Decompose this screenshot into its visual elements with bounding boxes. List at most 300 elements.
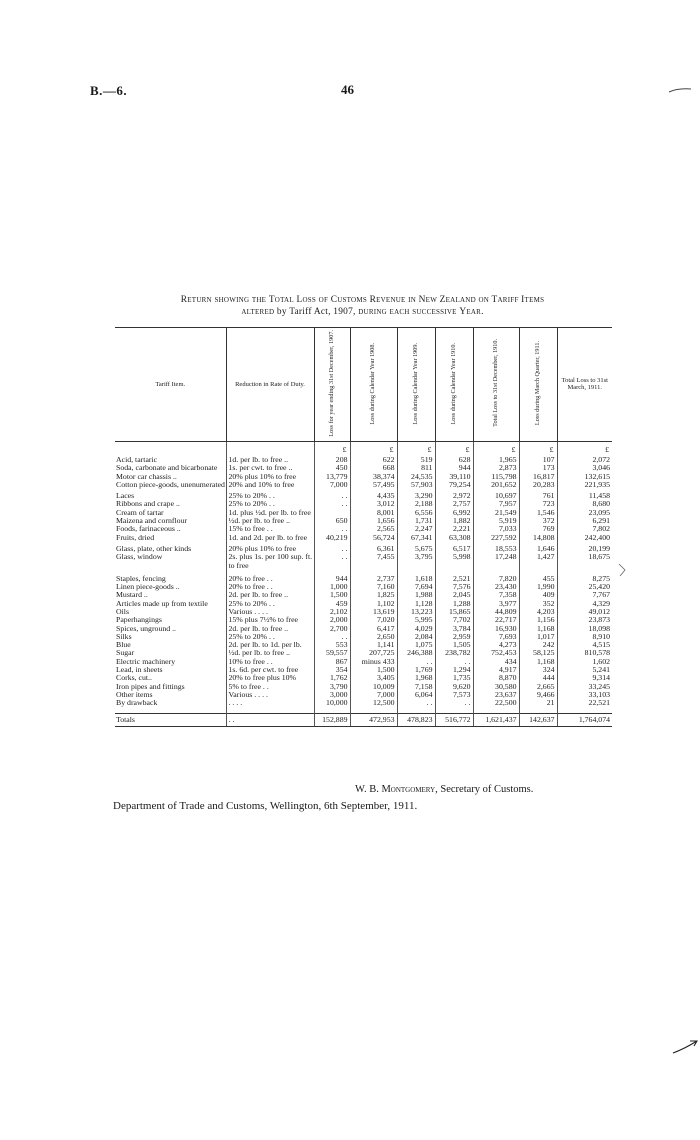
loss-1910: 1,294 bbox=[435, 666, 473, 674]
loss-1910: 2,045 bbox=[435, 591, 473, 599]
table-row bbox=[115, 545, 612, 553]
table-row bbox=[115, 517, 612, 525]
loss-1907: . . bbox=[314, 492, 350, 500]
loss-1910: 7,702 bbox=[435, 616, 473, 624]
loss-1908: 1,656 bbox=[350, 517, 397, 525]
unit-c7: £ bbox=[557, 441, 612, 456]
total-loss-1911: 23,873 bbox=[557, 616, 612, 624]
total-loss-1911: 2,072 bbox=[557, 456, 612, 464]
table-body bbox=[115, 441, 612, 726]
rate-cell: 10% to free . . bbox=[226, 658, 314, 666]
table-row bbox=[115, 641, 612, 649]
loss-1907: 2,700 bbox=[314, 625, 350, 633]
loss-1908: 13,619 bbox=[350, 608, 397, 616]
total-loss-1911: 4,329 bbox=[557, 600, 612, 608]
totals-rate: . . bbox=[226, 713, 314, 726]
table-row bbox=[115, 456, 612, 464]
signature bbox=[355, 784, 533, 795]
pencil-tick-icon bbox=[617, 562, 627, 578]
total-loss-1910: 23,430 bbox=[473, 583, 519, 591]
loss-1909: 5,675 bbox=[397, 545, 435, 553]
total-loss-1910: 1,965 bbox=[473, 456, 519, 464]
loss-1908: 3,012 bbox=[350, 500, 397, 508]
col-header-1907-text: Loss for year ending 31st December, 1907. bbox=[327, 330, 335, 437]
loss-1910: 2,521 bbox=[435, 575, 473, 583]
loss-1908: 2,650 bbox=[350, 633, 397, 641]
rate-cell: 2d. per lb. to free .. bbox=[226, 591, 314, 599]
table-row bbox=[115, 699, 612, 707]
loss-1910: 2,757 bbox=[435, 500, 473, 508]
rate-cell: 20% plus 10% to free bbox=[226, 473, 314, 481]
table-row bbox=[115, 600, 612, 608]
table-row bbox=[115, 674, 612, 682]
loss-march-1911: 1,168 bbox=[519, 658, 557, 666]
item-cell: Fruits, dried bbox=[116, 533, 155, 542]
item-cell: By drawback bbox=[116, 699, 158, 708]
loss-1908: minus 433 bbox=[350, 658, 397, 666]
rate-cell: 25% to 20% . . bbox=[226, 600, 314, 608]
total-loss-1911: 33,103 bbox=[557, 691, 612, 699]
loss-march-1911: 242 bbox=[519, 641, 557, 649]
item-cell: Sugar bbox=[116, 649, 135, 658]
rate-cell: 20% to free plus 10% bbox=[226, 674, 314, 682]
total-loss-1910: 7,033 bbox=[473, 525, 519, 533]
table-row bbox=[115, 583, 612, 591]
rate-cell: 15% to free . . bbox=[226, 525, 314, 533]
unit-c3: £ bbox=[397, 441, 435, 456]
table-row bbox=[115, 691, 612, 699]
table-row bbox=[115, 625, 612, 633]
rate-cell: 1d. per lb. to free .. bbox=[226, 456, 314, 464]
col-header-rate: Reduction in Rate of Duty. bbox=[226, 328, 314, 442]
title-word-year: Year. bbox=[459, 307, 484, 317]
total-loss-1911: 132,615 bbox=[557, 473, 612, 481]
loss-march-1911: 173 bbox=[519, 464, 557, 472]
title-word-showing: showing the bbox=[214, 295, 267, 305]
table-title bbox=[100, 294, 625, 318]
total-loss-1911: 8,910 bbox=[557, 633, 612, 641]
rate-cell: Various . . . . bbox=[226, 691, 314, 699]
loss-1909: 24,535 bbox=[397, 473, 435, 481]
totals-total-1911: 1,764,074 bbox=[557, 713, 612, 726]
loss-1910: 1,882 bbox=[435, 517, 473, 525]
total-loss-1911: 810,578 bbox=[557, 649, 612, 657]
rate-cell: 1s. 6d. per cwt. to free bbox=[226, 666, 314, 674]
loss-1907: 459 bbox=[314, 600, 350, 608]
loss-1910: 7,576 bbox=[435, 583, 473, 591]
item-cell: Mustard .. bbox=[116, 591, 148, 600]
loss-1908: 1,500 bbox=[350, 666, 397, 674]
title-word-altered: altered bbox=[241, 307, 275, 317]
table-row bbox=[115, 464, 612, 472]
rate-cell: . . . . bbox=[226, 699, 314, 707]
table-row bbox=[115, 575, 612, 583]
loss-1910: 79,254 bbox=[435, 481, 473, 489]
title-word-of: of bbox=[318, 295, 329, 305]
title-word-revenue: Revenue in New Zealand on Tariff Items bbox=[369, 295, 545, 305]
total-loss-1910: 21,549 bbox=[473, 509, 519, 517]
loss-1908: 1,102 bbox=[350, 600, 397, 608]
totals-label: Totals bbox=[115, 713, 226, 726]
unit-c4: £ bbox=[435, 441, 473, 456]
item-cell: Glass, plate, other kinds bbox=[116, 544, 192, 553]
table-row bbox=[115, 525, 612, 533]
loss-1909: 6,556 bbox=[397, 509, 435, 517]
totals-1909: 478,823 bbox=[397, 713, 435, 726]
loss-1907: . . bbox=[314, 545, 350, 553]
pencil-mark-icon-bottom bbox=[672, 1037, 698, 1057]
total-loss-1910: 7,957 bbox=[473, 500, 519, 508]
table-row bbox=[115, 500, 612, 508]
loss-1907: 1,000 bbox=[314, 583, 350, 591]
loss-1908: 7,000 bbox=[350, 691, 397, 699]
loss-1907: . . bbox=[314, 500, 350, 508]
col-header-total-1911: Total Loss to 31st March, 1911. bbox=[557, 328, 612, 442]
loss-1908: 7,455 bbox=[350, 553, 397, 570]
total-loss-1910: 17,248 bbox=[473, 553, 519, 570]
loss-march-1911: 21 bbox=[519, 699, 557, 707]
loss-1908: 6,417 bbox=[350, 625, 397, 633]
loss-march-1911: 1,156 bbox=[519, 616, 557, 624]
col-header-march-1911 bbox=[519, 328, 557, 442]
total-loss-1910: 30,580 bbox=[473, 683, 519, 691]
loss-1908: 622 bbox=[350, 456, 397, 464]
loss-1907: 1,762 bbox=[314, 674, 350, 682]
loss-1909: 2,247 bbox=[397, 525, 435, 533]
table-row bbox=[115, 553, 612, 570]
total-loss-1911: 5,241 bbox=[557, 666, 612, 674]
loss-1908: 207,725 bbox=[350, 649, 397, 657]
loss-march-1911: 16,817 bbox=[519, 473, 557, 481]
loss-1908: 4,435 bbox=[350, 492, 397, 500]
item-cell: Silks bbox=[116, 632, 132, 641]
total-loss-1911: 1,602 bbox=[557, 658, 612, 666]
loss-1910: 9,620 bbox=[435, 683, 473, 691]
loss-1910: 2,959 bbox=[435, 633, 473, 641]
total-loss-1911: 9,314 bbox=[557, 674, 612, 682]
title-word-return: Return bbox=[180, 295, 212, 305]
table-row bbox=[115, 481, 612, 489]
rate-cell: 5% to free . . bbox=[226, 683, 314, 691]
signature-title: Secretary of Customs. bbox=[440, 784, 534, 795]
loss-march-1911: 761 bbox=[519, 492, 557, 500]
total-loss-1910: 18,553 bbox=[473, 545, 519, 553]
loss-1907: 650 bbox=[314, 517, 350, 525]
loss-1907: 1,500 bbox=[314, 591, 350, 599]
loss-march-1911: 1,017 bbox=[519, 633, 557, 641]
loss-march-1911: 2,665 bbox=[519, 683, 557, 691]
rate-cell: 20% plus 10% to free bbox=[226, 545, 314, 553]
rate-cell: 20% and 10% to free bbox=[226, 481, 314, 489]
loss-1909: 1,075 bbox=[397, 641, 435, 649]
total-loss-1911: 49,012 bbox=[557, 608, 612, 616]
loss-1909: 3,795 bbox=[397, 553, 435, 570]
table-row bbox=[115, 658, 612, 666]
total-loss-1910: 115,798 bbox=[473, 473, 519, 481]
item-cell: Other items bbox=[116, 690, 153, 699]
loss-1910: 5,998 bbox=[435, 553, 473, 570]
loss-march-1911: 1,990 bbox=[519, 583, 557, 591]
loss-1907: 450 bbox=[314, 464, 350, 472]
loss-1910: 628 bbox=[435, 456, 473, 464]
loss-1908: 3,405 bbox=[350, 674, 397, 682]
table-row bbox=[115, 633, 612, 641]
loss-1910: 39,110 bbox=[435, 473, 473, 481]
loss-1910: . . bbox=[435, 658, 473, 666]
total-loss-1910: 7,693 bbox=[473, 633, 519, 641]
loss-1909: 7,158 bbox=[397, 683, 435, 691]
total-loss-1911: 242,400 bbox=[557, 534, 612, 542]
item-cell: Motor car chassis .. bbox=[116, 472, 177, 481]
loss-1909: 6,064 bbox=[397, 691, 435, 699]
loss-march-1911: 444 bbox=[519, 674, 557, 682]
loss-1907: 2,102 bbox=[314, 608, 350, 616]
loss-1907: 40,219 bbox=[314, 534, 350, 542]
loss-1908: 2,565 bbox=[350, 525, 397, 533]
totals-1907: 152,889 bbox=[314, 713, 350, 726]
total-loss-1910: 16,930 bbox=[473, 625, 519, 633]
loss-1910: 238,782 bbox=[435, 649, 473, 657]
rate-cell: 20% to free . . bbox=[226, 575, 314, 583]
loss-1910: 2,221 bbox=[435, 525, 473, 533]
loss-1909: 519 bbox=[397, 456, 435, 464]
item-cell: Iron pipes and fittings bbox=[116, 682, 185, 691]
loss-march-1911: 1,168 bbox=[519, 625, 557, 633]
loss-1908: 56,724 bbox=[350, 534, 397, 542]
loss-march-1911: 769 bbox=[519, 525, 557, 533]
loss-1910: 1,288 bbox=[435, 600, 473, 608]
loss-march-1911: 58,125 bbox=[519, 649, 557, 657]
col-header-total-1910-text: Total Loss to 31st December, 1910. bbox=[491, 339, 499, 428]
units-blank bbox=[115, 441, 226, 456]
rate-cell: 2d. per lb. to free .. bbox=[226, 625, 314, 633]
rate-cell: 1s. per cwt. to free .. bbox=[226, 464, 314, 472]
rate-cell: 25% to 20% . . bbox=[226, 633, 314, 641]
title-word-customs: Customs bbox=[330, 295, 367, 305]
total-loss-1910: 3,977 bbox=[473, 600, 519, 608]
total-loss-1910: 5,919 bbox=[473, 517, 519, 525]
item-cell: Paperhangings bbox=[116, 616, 162, 625]
loss-1907: 944 bbox=[314, 575, 350, 583]
total-loss-1911: 221,935 bbox=[557, 481, 612, 489]
loss-1910: 63,308 bbox=[435, 534, 473, 542]
loss-1908: 2,737 bbox=[350, 575, 397, 583]
total-loss-1911: 11,458 bbox=[557, 492, 612, 500]
loss-1907: 13,779 bbox=[314, 473, 350, 481]
page-number: 46 bbox=[341, 82, 354, 97]
loss-1909: 811 bbox=[397, 464, 435, 472]
table-row bbox=[115, 591, 612, 599]
loss-march-1911: 1,427 bbox=[519, 553, 557, 570]
rate-cell: Various . . . . bbox=[226, 608, 314, 616]
item-cell: Maizena and cornflour bbox=[116, 517, 188, 526]
rate-cell: 25% to 20% . . bbox=[226, 492, 314, 500]
loss-1909: 1,968 bbox=[397, 674, 435, 682]
loss-1907: . . bbox=[314, 633, 350, 641]
item-cell: Articles made up from textile bbox=[116, 599, 208, 608]
loss-1908: 668 bbox=[350, 464, 397, 472]
loss-march-1911: 107 bbox=[519, 456, 557, 464]
loss-1907: 7,000 bbox=[314, 481, 350, 489]
loss-1907: 3,000 bbox=[314, 691, 350, 699]
loss-1909: 67,341 bbox=[397, 534, 435, 542]
table-row bbox=[115, 473, 612, 481]
item-cell: Spices, unground .. bbox=[116, 624, 176, 633]
loss-1908: 7,020 bbox=[350, 616, 397, 624]
loss-1910: . . bbox=[435, 699, 473, 707]
total-loss-1911: 8,680 bbox=[557, 500, 612, 508]
loss-1909: 2,084 bbox=[397, 633, 435, 641]
total-loss-1911: 23,095 bbox=[557, 509, 612, 517]
loss-1910: 1,505 bbox=[435, 641, 473, 649]
header-row bbox=[115, 328, 612, 442]
units-row bbox=[115, 441, 612, 456]
loss-1910: 944 bbox=[435, 464, 473, 472]
rate-cell: 1d. plus ½d. per lb. to free bbox=[226, 509, 314, 517]
loss-1908: 10,009 bbox=[350, 683, 397, 691]
total-loss-1911: 25,420 bbox=[557, 583, 612, 591]
loss-1908: 12,500 bbox=[350, 699, 397, 707]
total-loss-1911: 18,098 bbox=[557, 625, 612, 633]
loss-1909: 1,769 bbox=[397, 666, 435, 674]
item-cell: Laces bbox=[116, 492, 135, 501]
loss-1909: . . bbox=[397, 699, 435, 707]
loss-1910: 15,865 bbox=[435, 608, 473, 616]
loss-1907: 553 bbox=[314, 641, 350, 649]
loss-1909: 1,988 bbox=[397, 591, 435, 599]
rate-cell: ½d. per lb. to free .. bbox=[226, 517, 314, 525]
total-loss-1910: 201,652 bbox=[473, 481, 519, 489]
pencil-mark-icon bbox=[668, 86, 692, 96]
signature-name: W. B. Montgomery, bbox=[355, 784, 438, 795]
return-table bbox=[115, 327, 612, 727]
item-cell: Staples, fencing bbox=[116, 574, 166, 583]
loss-march-1911: 20,283 bbox=[519, 481, 557, 489]
unit-c5: £ bbox=[473, 441, 519, 456]
loss-1909: 246,388 bbox=[397, 649, 435, 657]
total-loss-1911: 3,046 bbox=[557, 464, 612, 472]
table-row bbox=[115, 534, 612, 542]
loss-1910: 7,573 bbox=[435, 691, 473, 699]
loss-1908: 6,361 bbox=[350, 545, 397, 553]
loss-1909: 1,128 bbox=[397, 600, 435, 608]
item-cell: Electric machinery bbox=[116, 657, 176, 666]
loss-march-1911: 324 bbox=[519, 666, 557, 674]
loss-1909: 13,223 bbox=[397, 608, 435, 616]
loss-1907: 208 bbox=[314, 456, 350, 464]
rate-cell: 2s. plus 1s. per 100 sup. ft. to free bbox=[226, 553, 314, 570]
total-loss-1911: 20,199 bbox=[557, 545, 612, 553]
loss-1908: 8,001 bbox=[350, 509, 397, 517]
table-row bbox=[115, 492, 612, 500]
title-act: by Tariff Act, 1907, bbox=[276, 307, 356, 317]
loss-1910: 6,992 bbox=[435, 509, 473, 517]
loss-1909: 57,903 bbox=[397, 481, 435, 489]
table-row bbox=[115, 608, 612, 616]
rate-cell: 25% to 20% . . bbox=[226, 500, 314, 508]
department-line: Department of Trade and Customs, Wellington, 6th September, 1911. bbox=[113, 800, 418, 812]
total-loss-1910: 10,697 bbox=[473, 492, 519, 500]
total-loss-1911: 33,245 bbox=[557, 683, 612, 691]
table-row bbox=[115, 509, 612, 517]
loss-1907: 3,790 bbox=[314, 683, 350, 691]
item-cell: Foods, farinaceous .. bbox=[116, 525, 181, 534]
totals-march-1911: 142,637 bbox=[519, 713, 557, 726]
total-loss-1911: 22,521 bbox=[557, 699, 612, 707]
loss-march-1911: 1,546 bbox=[519, 509, 557, 517]
totals-row bbox=[115, 713, 612, 726]
loss-march-1911: 352 bbox=[519, 600, 557, 608]
loss-march-1911: 14,808 bbox=[519, 534, 557, 542]
total-loss-1911: 7,767 bbox=[557, 591, 612, 599]
item-cell: Linen piece-goods .. bbox=[116, 583, 180, 592]
loss-1907: . . bbox=[314, 553, 350, 570]
loss-1910: 3,784 bbox=[435, 625, 473, 633]
col-header-march-1911-text: Loss during March Quarter, 1911. bbox=[533, 341, 541, 426]
item-cell: Cream of tartar bbox=[116, 508, 164, 517]
loss-1907: . . bbox=[314, 525, 350, 533]
totals-total-1910: 1,621,437 bbox=[473, 713, 519, 726]
title-word-during: during each successive bbox=[358, 307, 457, 317]
total-loss-1910: 22,717 bbox=[473, 616, 519, 624]
loss-1910: 6,517 bbox=[435, 545, 473, 553]
rate-cell: 1d. and 2d. per lb. to free bbox=[226, 534, 314, 542]
total-loss-1910: 2,873 bbox=[473, 464, 519, 472]
loss-1908: 38,374 bbox=[350, 473, 397, 481]
loss-1909: 5,995 bbox=[397, 616, 435, 624]
table-row bbox=[115, 649, 612, 657]
rate-cell: 2d. per lb. to 1d. per lb. bbox=[226, 641, 314, 649]
item-cell: Oils bbox=[116, 607, 129, 616]
loss-1909: 2,188 bbox=[397, 500, 435, 508]
loss-march-1911: 372 bbox=[519, 517, 557, 525]
loss-1910: 1,735 bbox=[435, 674, 473, 682]
loss-1909: . . bbox=[397, 658, 435, 666]
col-header-1909 bbox=[397, 328, 435, 442]
total-loss-1911: 7,802 bbox=[557, 525, 612, 533]
page-identifier: B.—6. bbox=[90, 83, 128, 98]
total-loss-1910: 4,917 bbox=[473, 666, 519, 674]
table-row bbox=[115, 683, 612, 691]
loss-1907: 2,000 bbox=[314, 616, 350, 624]
col-header-1908-text: Loss during Calendar Year 1908. bbox=[369, 342, 377, 425]
totals-1910: 516,772 bbox=[435, 713, 473, 726]
loss-1908: 1,141 bbox=[350, 641, 397, 649]
total-loss-1911: 8,275 bbox=[557, 575, 612, 583]
col-header-1908 bbox=[350, 328, 397, 442]
loss-1909: 1,731 bbox=[397, 517, 435, 525]
loss-1908: 7,160 bbox=[350, 583, 397, 591]
total-loss-1910: 7,358 bbox=[473, 591, 519, 599]
loss-1909: 4,029 bbox=[397, 625, 435, 633]
item-cell: Cotton piece-goods, unenumerated bbox=[116, 480, 225, 489]
unit-c1: £ bbox=[314, 441, 350, 456]
loss-march-1911: 409 bbox=[519, 591, 557, 599]
item-cell: Corks, cut.. bbox=[116, 674, 152, 683]
table-row bbox=[115, 666, 612, 674]
rate-cell: ½d. per lb. to free .. bbox=[226, 649, 314, 657]
total-loss-1910: 752,453 bbox=[473, 649, 519, 657]
loss-1907: 867 bbox=[314, 658, 350, 666]
loss-1908: 57,495 bbox=[350, 481, 397, 489]
total-loss-1911: 6,291 bbox=[557, 517, 612, 525]
loss-1907: 10,000 bbox=[314, 699, 350, 707]
col-header-total-1910 bbox=[473, 328, 519, 442]
total-loss-1910: 23,637 bbox=[473, 691, 519, 699]
item-cell: Glass, window bbox=[116, 553, 163, 562]
item-cell: Soda, carbonate and bicarbonate bbox=[116, 464, 218, 473]
loss-march-1911: 723 bbox=[519, 500, 557, 508]
